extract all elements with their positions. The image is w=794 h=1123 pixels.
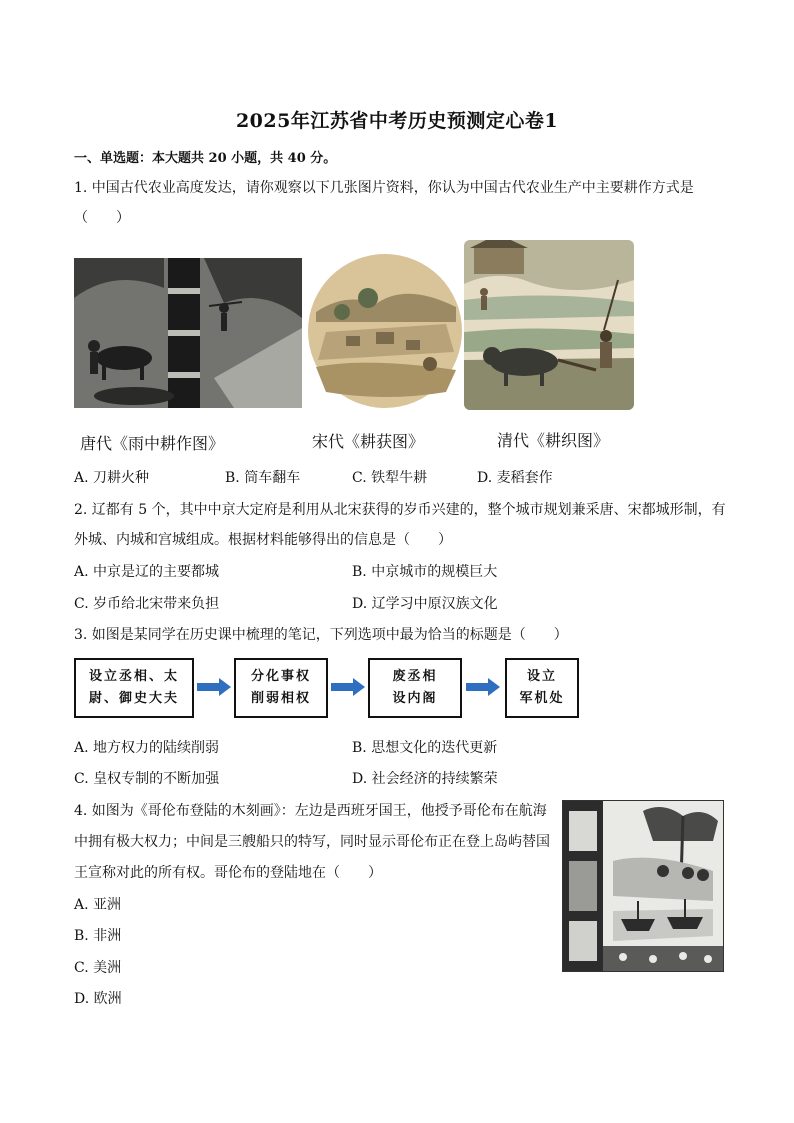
caption-song: 宋代《耕获图》 bbox=[312, 432, 425, 451]
q4-option-a[interactable]: A. 亚洲 bbox=[74, 897, 122, 913]
q4-stem-line1: 4. 如图为《哥伦布登陆的木刻画》：左边是西班牙国王，他授予哥伦布在航海 bbox=[74, 803, 547, 819]
q2-option-c[interactable]: C. 岁币给北宋带来负担 bbox=[74, 596, 220, 612]
flow-box-4 bbox=[505, 658, 579, 718]
flow-box-1 bbox=[74, 658, 194, 718]
flow-box-3-line2: 设内阁 bbox=[392, 691, 438, 706]
page-title: 2025年江苏省中考历史预测定心卷1 bbox=[235, 110, 559, 132]
q4-stem-line2: 中拥有极大权力；中间是三艘船只的特写，同时显示哥伦布正在登上岛屿替国 bbox=[74, 834, 550, 850]
flow-arrow-3 bbox=[466, 678, 500, 696]
flow-box-2-line1: 分化事权 bbox=[250, 669, 311, 684]
tang-farming-painting bbox=[74, 258, 302, 408]
q2-stem-line2: 外城、内城和宫城组成。根据材料能够得出的信息是（ ） bbox=[74, 532, 452, 548]
columbus-woodcut bbox=[562, 800, 724, 972]
q4-stem-line3: 王宣称对此的所有权。哥伦布的登陆地在（ ） bbox=[74, 865, 382, 881]
flow-box-4-line2: 军机处 bbox=[519, 691, 565, 706]
q3-stem: 3. 如图是某同学在历史课中梳理的笔记，下列选项中最为恰当的标题是（ ） bbox=[74, 627, 568, 643]
q3-option-b[interactable]: B. 思想文化的迭代更新 bbox=[352, 740, 498, 756]
q4-option-d[interactable]: D. 欧洲 bbox=[74, 991, 122, 1007]
q1-stem-line2: （ ） bbox=[74, 210, 130, 226]
flow-box-2-line2: 削弱相权 bbox=[250, 691, 311, 706]
flow-box-1-line2: 尉、御史大夫 bbox=[88, 691, 179, 706]
q2-option-d[interactable]: D. 辽学习中原汉族文化 bbox=[352, 596, 498, 612]
q2-option-b[interactable]: B. 中京城市的规模巨大 bbox=[352, 564, 498, 580]
flow-arrow-1 bbox=[197, 678, 231, 696]
q3-option-d[interactable]: D. 社会经济的持续繁荣 bbox=[352, 771, 498, 787]
q4-option-c[interactable]: C. 美洲 bbox=[74, 960, 122, 976]
song-harvest-painting bbox=[306, 252, 464, 410]
q1-option-a[interactable]: A. 刀耕火种 bbox=[74, 470, 150, 486]
q3-option-c[interactable]: C. 皇权专制的不断加强 bbox=[74, 771, 220, 787]
q1-option-c[interactable]: C. 铁犁牛耕 bbox=[352, 470, 428, 486]
q1-option-d[interactable]: D. 麦稻套作 bbox=[477, 470, 553, 486]
flow-box-3 bbox=[368, 658, 462, 718]
flow-arrow-2 bbox=[331, 678, 365, 696]
flow-box-1-line1: 设立丞相、太 bbox=[88, 669, 179, 684]
flow-box-4-line1: 设立 bbox=[526, 669, 557, 684]
caption-tang: 唐代《雨中耕作图》 bbox=[80, 434, 225, 453]
q2-stem-line1: 2. 辽都有 5 个，其中中京大定府是利用从北宋获得的岁币兴建的，整个城市规划兼采唐、宋都城形制，有 bbox=[74, 502, 726, 518]
caption-qing: 清代《耕织图》 bbox=[497, 431, 610, 450]
flow-box-2 bbox=[234, 658, 328, 718]
q3-option-a[interactable]: A. 地方权力的陆续削弱 bbox=[74, 740, 220, 756]
section-heading: 一、单选题：本大题共 20 小题，共 40 分。 bbox=[74, 151, 337, 166]
flow-box-3-line1: 废丞相 bbox=[392, 669, 438, 684]
q4-option-b[interactable]: B. 非洲 bbox=[74, 928, 122, 944]
q1-stem-line1: 1. 中国古代农业高度发达，请你观察以下几张图片资料，你认为中国古代农业生产中主要耕作方式是 bbox=[74, 180, 694, 196]
qing-farming-painting bbox=[464, 240, 634, 410]
q1-option-b[interactable]: B. 筒车翻车 bbox=[225, 470, 301, 486]
q2-option-a[interactable]: A. 中京是辽的主要都城 bbox=[74, 564, 220, 580]
